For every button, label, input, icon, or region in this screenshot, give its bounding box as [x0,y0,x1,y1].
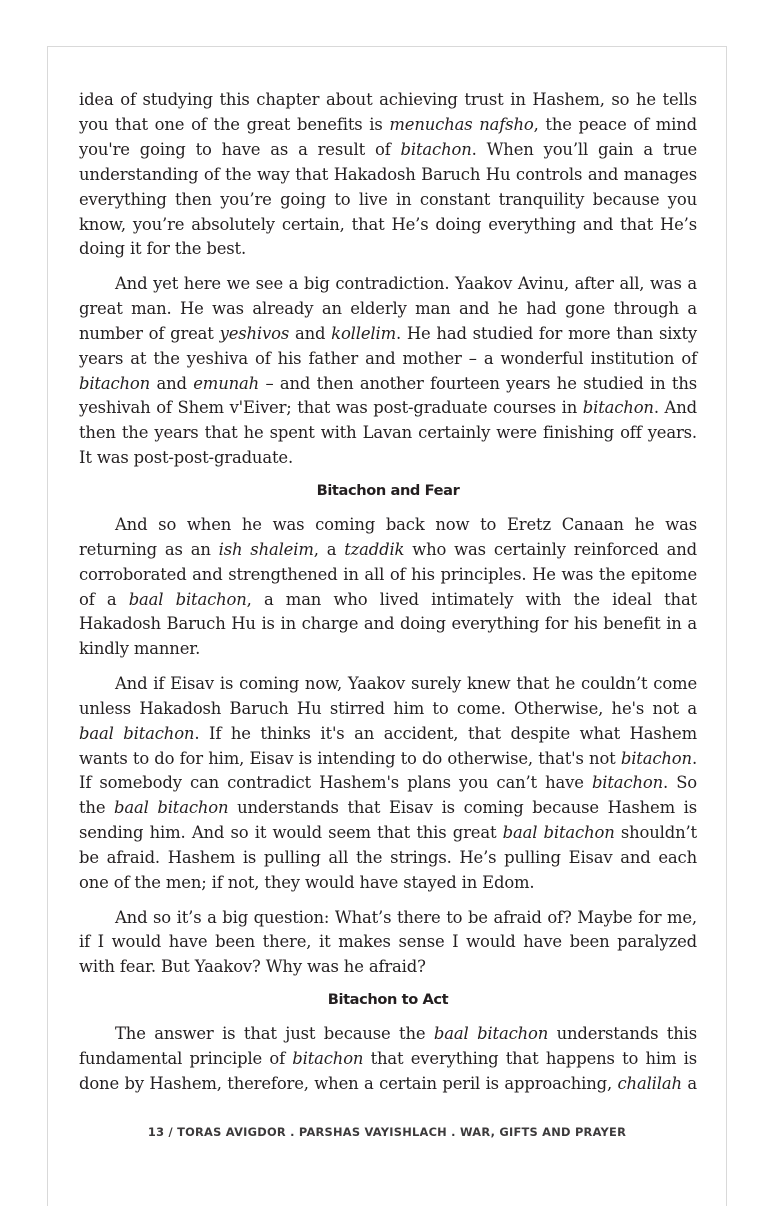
section-heading: Bitachon to Act [327,990,449,1008]
page-footer: 13 / TORAS AVIGDOR . PARSHAS VAYISHLACH . WAR, GIFTS AND PRAYER [147,1125,627,1139]
section-heading: Bitachon and Fear [316,481,460,499]
paragraph: The answer is that just because the baal bitachon understands this fundamental principle of bitachon that everything that happens to him is done by Hashem, therefore, when a certain peril is approaching, chalilah a [79,1023,698,1093]
body-text [79,88,697,1106]
paragraph: And so when he was coming back now to Eretz Canaan he was returning as an ish shaleim, a tzaddik who was certainly reinforced and corroborated and strengthened in all of his principles. He was the epitome of a baal bitachon, a man who lived intimately with the ideal that Hakadosh Baruch Hu is in charge and doing everything for his benefit in a kindly manner. [79,514,697,659]
paragraph: And yet here we see a big contradiction. Yaakov Avinu, after all, was a great man. He was already an elderly man and he had gone through a number of great yeshivos and kollelim. He had studied for more than sixty years at the yeshiva of his father and mother – a wonderful institution of bitachon and emunah – and then another fourteen years he studied in ths yeshivah of Shem v'Eiver; that was post-graduate courses in bitachon. And then the years that he spent with Lavan certainly were finishing off years. It was post-post-graduate. [79,273,697,468]
paragraph: idea of studying this chapter about achieving trust in Hashem, so he tells you that one of the great benefits is menuchas nafsho, the peace of mind you're going to have as a result of bitachon. When you’ll gain a true understanding of the way that Hakadosh Baruch Hu controls and manages everything then you’re going to live in constant tranquility because you know, you’re absolutely certain, that He’s doing everything and that He’s doing it for the best. [79,90,698,259]
paragraph: And so it’s a big question: What’s there to be afraid of? Maybe for me, if I would have been there, it makes sense I would have been paralyzed with fear. But Yaakov? Why was he afraid? [79,907,697,977]
paragraph: And if Eisav is coming now, Yaakov surely knew that he couldn’t come unless Hakadosh Baruch Hu stirred him to come. Otherwise, he's not a baal bitachon. If he thinks it's an accident, that despite what Hashem wants to do for him, Eisav is intending to do otherwise, that's not bitachon. If somebody can contradict Hashem's plans you can’t have bitachon. So the baal bitachon understands that Eisav is coming because Hashem is sending him. And so it would seem that this great baal bitachon shouldn’t be afraid. Hashem is pulling all the strings. He’s pulling Eisav and each one of the men; if not, they would have stayed in Edom. [79,673,698,893]
